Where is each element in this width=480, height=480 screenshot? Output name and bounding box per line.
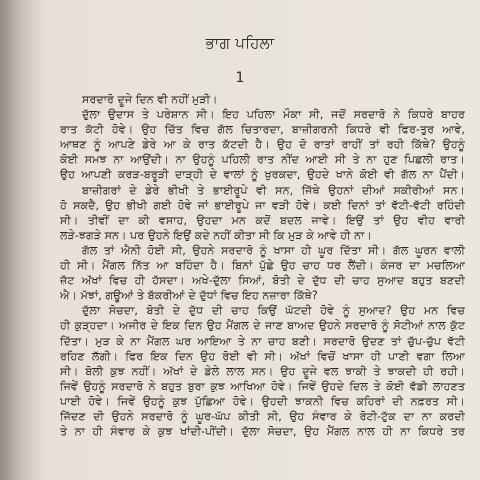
text-line: ਬਾਜ਼ੀਗਰਾਂ ਦੇ ਡੇਰੇ ਭੀਖੀ ਤੇ ਭਾਈਰੂਪੇ ਵੀ ਸਨ, ਜਿੱਥੇ ਉਹਨਾਂ ਦੀਆਂ ਸਕੀਰੀਆਂ ਸਨ। — [82, 183, 465, 197]
text-line: ਜਿੱਦਣ ਦੀ ਉਹਨੇ ਸਰਦਾਰੋ ਨੂੰ ਘੂਰ-ਘੱਪ ਕੀਤੀ ਸੀ, ਉਹ ਸੰਵਾਰ ਕੇ ਰੋਟੀ-ਟੁੱਕ ਦਾ ਨਾ ਕਰਦੀ — [60, 409, 465, 423]
text-line: ਸੀ। ਤੀਵੀਂ ਦਾ ਕੀ ਵਸਾਹ, ਉਹਦਾ ਮਨ ਕਦੋਂ ਬਦਲ ਜਾਵੇ। ਇਉਂ ਤਾਂ ਉਹ ਵੀਹ ਵਾਰੀ — [60, 213, 465, 227]
text-line: ਸੀ। ਬੋਲੀ ਕੁਝ ਨਹੀਂ। ਅੱਖਾਂ ਦੇ ਡੇਲੇ ਲਾਲ ਸਨ। ਉਹ ਦੂਜੇ ਵਲ ਝਾਕੀ ਤੇ ਝਾਕਦੀ ਹੀ ਰਹੀ। — [60, 364, 465, 378]
chapter-heading: ਭਾਗ ਪਹਿਲਾ — [205, 34, 275, 52]
body-text — [60, 92, 465, 439]
text-line: ਹੀ ਕੁੜ੍ਹਦਾ। ਅਜੀਰ ਦੇ ਇਕ ਦਿਨ ਉਹ ਮੈਂਗਲ ਦੇ ਜਾਣ ਬਾਅਦ ਉਹਨੇ ਸਰਦਾਰੋ ਨੂੰ ਸੋਟੀਆਂ ਨਾਲ ਕੁੱਟ — [60, 319, 465, 333]
text-line: ਰਹਿਣ ਲੱਗੀ। ਫਿਰ ਇਕ ਦਿਨ ਉਹ ਰੋਈ ਵੀ ਸੀ। ਅੱਖਾਂ ਵਿਚੋਂ ਖਾਸਾ ਹੀ ਪਾਣੀ ਵਗਾ ਲਿਆ — [60, 349, 465, 363]
text-line: ਹੀ ਸੀ। ਮੈਂਗਲ ਨਿੱਤ ਆ ਬਹਿੰਦਾ ਹੈ। ਬਿਨਾਂ ਪੁੱਛੇ ਉਹ ਚਾਹ ਧਰ ਲੈਂਦੀ। ਕੰਜਰ ਦਾ ਮਚਲਿਆ — [60, 259, 465, 273]
text-line: ਪਾਈ ਹੋਵੇ। ਜਿਵੇਂ ਉਹਨੂੰ ਕੁਝ ਪੁੱਛਿਆ ਹੋਵੇ। ਉਹਦੀ ਝਾਕਨੀ ਵਿਚ ਕਹਿਰਾਂ ਦੀ ਨਫ਼ਰਤ ਸੀ। — [60, 394, 465, 408]
text-line: ਦਿੱਤਾ। ਮੁੜ ਕੇ ਨਾ ਮੈਂਗਲ ਘਰ ਆਇਆ ਤੇ ਨਾ ਚਾਹ ਬਣੀ। ਸਰਦਾਰੋ ਉਦਣ ਤਾਂ ਚੁੱਪ-ਚੁੱਪ ਵੱਟੀ — [60, 334, 465, 348]
text-line: ਦੁੱਲਾ ਉਦਾਸ ਤੇ ਪਰੇਸ਼ਾਨ ਸੀ। ਇਹ ਪਹਿਲਾ ਮੌਕਾ ਸੀ, ਜਦੋਂ ਸਰਦਾਰੋ ਨੇ ਕਿਧਰੇ ਬਾਹਰ — [82, 108, 465, 122]
chapter-number: 1 — [235, 70, 245, 86]
text-line: ਰਾਤ ਕੱਟੀ ਹੋਵੇ। ਉਹ ਚਿੱਤ ਵਿਚ ਗੱਲ ਚਿਤਾਰਦਾ, ਬਾਜ਼ੀਗਰਨੀ ਕਿਧਰੇ ਵੀ ਫਿਰ-ਤੁਰ ਆਵੇ, — [60, 123, 465, 137]
text-line: ਲੜੇ-ਝਗੜੇ ਸਨ। ਪਰ ਉਹਨੇ ਇਉਂ ਕਦੇ ਨਹੀਂ ਕੀਤਾ ਸੀ ਕਿ ਮੁੜ ਕੇ ਆਵੇ ਹੀ ਨਾ। — [60, 228, 372, 242]
text-line: ਐ। ਮੱਝਾਂ, ਗਊਆਂ ਤੇ ਬੱਕਰੀਆਂ ਦੇ ਦੁੱਧਾਂ ਵਿਚ ਇਹ ਨਜ਼ਾਰਾ ਕਿੱਥੇ? — [60, 289, 318, 303]
text-line: ਤੇ ਨਾ ਹੀ ਸੰਵਾਰ ਕੇ ਕੁਝ ਖਾਂਦੀ-ਪੀਂਦੀ। ਦੁੱਲਾ ਸੋਚਦਾ, ਉਹ ਮੈਂਗਲ ਨਾਲ ਹੀ ਨਾ ਕਿਧਰੇ ਤਰ — [60, 425, 465, 439]
text-line: ਆਥਣ ਨੂੰ ਆਪਣੇ ਡੇਰੇ ਆ ਕੇ ਰਾਤ ਕੱਟਦੀ ਹੈ। ਉਹ ਦੋ ਰਾਤਾਂ ਰਾਹੀਂ ਤਾਂ ਰਹੀ ਕਿੱਥੇ? ਉਹਨੂੰ — [60, 138, 465, 152]
text-line: ਹੋ ਸਕਦੈ, ਉਹ ਭੀਖੀ ਗਈ ਹੋਵੇ ਜਾਂ ਭਾਈਰੂਪੇ ਜਾ ਵੜੀ ਹੋਵੇ। ਕਈ ਦਿਨਾਂ ਤਾਂ ਵੱਟੀ-ਵੱਟੀ ਰਹਿੰਦੀ — [60, 198, 465, 212]
text-line: ਸਰਦਾਰੋ ਦੂਜੇ ਦਿਨ ਵੀ ਨਹੀਂ ਮੁੜੀ। — [82, 93, 218, 106]
text-line: ਜ਼ੱਟ ਅੱਖਾਂ ਵਿਚ ਹੀ ਹੱਸਦਾ। ਅਖੇ-ਦੁੱਲਾ ਸਿਆਂ, ਬੋਤੀ ਦੇ ਦੁੱਧ ਦੀ ਚਾਹ ਸੁਆਦ ਬਹੁਤ ਬਣਦੀ — [60, 274, 465, 288]
text-line: ਜਿਵੇਂ ਉਹਨੂੰ ਸਰਦਾਰੋ ਨੇ ਬਹੁਤ ਬੁਰਾ ਕੁਝ ਆਖਿਆ ਹੋਵੇ। ਜਿਵੇਂ ਉਹਦੇ ਦਿਲ ਤੇ ਕੋਈ ਵੱਡੀ ਲਾਹਣਤ — [60, 379, 465, 393]
text-line: ਦੁੱਲਾ ਸੋਚਦਾ, ਬੋਤੀ ਦੇ ਦੁੱਧ ਦੀ ਚਾਹ ਕਿਉਂ ਘੱਟਦੀ ਹੋਵੇ ਨੂੰ ਸੁਆਦ? ਉਹ ਮਨ ਵਿਚ — [82, 304, 465, 318]
text-line: ਗੱਲ ਤਾਂ ਐਨੀ ਹੋਈ ਸੀ, ਉਹਨੇ ਸਰਦਾਰੋ ਨੂੰ ਖਾਸਾ ਹੀ ਘੂਰ ਦਿੱਤਾ ਸੀ। ਗੱਲ ਘੂਰਨ ਵਾਲੀ — [82, 243, 465, 257]
text-line: ਉਹ ਆਪਣੀ ਕਰੜ-ਬਰੂੜੀ ਦਾੜ੍ਹੀ ਦੇ ਵਾਲਾਂ ਨੂੰ ਖੁਰਕਦਾ, ਉਹਦੇ ਖਾਨੇ ਕੋਈ ਵੀ ਗੱਲ ਨਾ ਪੈਂਦੀ। — [60, 168, 465, 182]
text-line: ਕੋਈ ਸਮਝ ਨਾ ਆਉਂਦੀ। ਨਾ ਉਹਨੂੰ ਪਹਿਲੀ ਰਾਤ ਨੀਂਦ ਆਈ ਸੀ ਤੇ ਨਾ ਹੁਣ ਪਿਛਲੀ ਰਾਤ। — [60, 153, 465, 167]
